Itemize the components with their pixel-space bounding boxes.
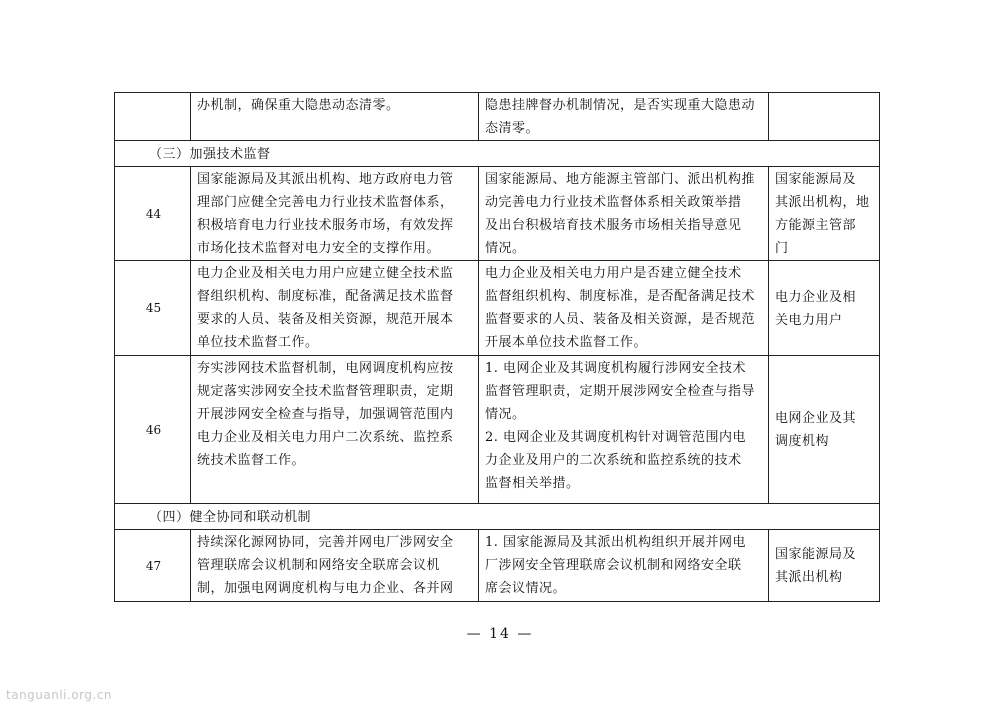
inspection-line: 开展本单位技术监督工作。 — [485, 335, 648, 350]
requirement-line: 持续深化源网协同，完善并网电厂涉网安全 — [197, 535, 454, 550]
section-row — [115, 504, 880, 530]
inspection-line: 隐患挂牌督办机制情况，是否实现重大隐患动 — [485, 98, 756, 113]
requirement-line: 督组织机构、制度标准，配备满足技术监督 — [197, 289, 454, 304]
requirement-line: 开展涉网安全检查与指导，加强调管范围内 — [197, 407, 454, 422]
requirement-line: 统技术监督工作。 — [197, 453, 306, 468]
requirement-line: 制，加强电网调度机构与电力企业、各并网 — [197, 581, 454, 596]
inspection-line: 厂涉网安全管理联席会议机制和网络安全联 — [485, 558, 742, 573]
inspection-cell — [479, 167, 769, 261]
inspection-cell — [479, 93, 769, 141]
requirement-line: 办机制，确保重大隐患动态清零。 — [197, 98, 400, 113]
requirement-line: 电力企业及相关电力用户二次系统、监控系 — [197, 430, 454, 445]
row-number: 45 — [115, 261, 191, 356]
inspection-cell — [479, 356, 769, 504]
inspection-line: 国家能源局、地方能源主管部门、派出机构推 — [485, 172, 756, 187]
requirement-line: 要求的人员、装备及相关资源，规范开展本 — [197, 312, 454, 327]
requirements-table-body — [115, 93, 880, 602]
requirement-line: 市场化技术监督对电力安全的支撑作用。 — [197, 241, 441, 256]
requirement-cell — [191, 167, 479, 261]
requirement-line: 积极培育电力行业技术服务市场，有效发挥 — [197, 218, 454, 233]
inspection-line: 监督管理职责，定期开展涉网安全检查与指导 — [485, 384, 756, 399]
inspection-line: 情况。 — [485, 241, 526, 256]
inspection-line: 态清零。 — [485, 121, 540, 136]
table-row — [115, 167, 880, 261]
responsible-org-cell — [769, 530, 880, 602]
requirement-cell — [191, 93, 479, 141]
inspection-line: 监督相关举措。 — [485, 476, 580, 491]
responsible-org-line: 国家能源局及 — [775, 547, 857, 562]
responsible-org-line: 其派出机构，地 — [775, 195, 870, 210]
requirement-line: 国家能源局及其派出机构、地方政府电力管 — [197, 172, 454, 187]
requirement-cell — [191, 261, 479, 356]
responsible-org-cell — [769, 93, 880, 141]
requirement-line: 规定落实涉网安全技术监督管理职责，定期 — [197, 384, 454, 399]
table-row — [115, 530, 880, 602]
requirement-cell — [191, 530, 479, 602]
responsible-org-line: 电网企业及其 — [775, 411, 857, 426]
requirement-line: 夯实涉网技术监督机制，电网调度机构应按 — [197, 361, 454, 376]
inspection-cell — [479, 261, 769, 356]
row-number — [115, 93, 191, 141]
row-number: 47 — [115, 530, 191, 602]
inspection-line: 电力企业及相关电力用户是否建立健全技术 — [485, 266, 742, 281]
watermark-text: tanguanli.org.cn — [6, 688, 113, 702]
inspection-line: 力企业及用户的二次系统和监控系统的技术 — [485, 453, 742, 468]
page-number: — 14 — — [466, 626, 534, 642]
section-row — [115, 141, 880, 167]
row-number: 46 — [115, 356, 191, 504]
inspection-line: 监督组织机构、制度标准，是否配备满足技术 — [485, 289, 756, 304]
responsible-org-cell — [769, 356, 880, 504]
responsible-org-line: 方能源主管部 — [775, 218, 857, 233]
requirement-line: 单位技术监督工作。 — [197, 335, 319, 350]
responsible-org-line: 电力企业及相 — [775, 289, 857, 305]
table-row — [115, 93, 880, 141]
responsible-org-cell — [769, 167, 880, 261]
requirement-line: 理部门应健全完善电力行业技术监督体系， — [197, 195, 454, 210]
responsible-org-line: 调度机构 — [775, 434, 830, 449]
section-heading: （三）加强技术监督 — [115, 141, 880, 167]
requirement-line: 电力企业及相关电力用户应建立健全技术监 — [197, 266, 454, 281]
inspection-line: 动完善电力行业技术监督体系相关政策举措 — [485, 195, 742, 210]
responsible-org-line: 关电力用户 — [775, 312, 843, 328]
responsible-org-cell — [769, 261, 880, 356]
inspection-line: 席会议情况。 — [485, 581, 567, 596]
responsible-org-line: 国家能源局及 — [775, 172, 857, 187]
table-row — [115, 356, 880, 504]
table-row — [115, 261, 880, 356]
requirement-line: 管理联席会议机制和网络安全联席会议机 — [197, 558, 441, 573]
inspection-line: 1. 电网企业及其调度机构履行涉网安全技术 — [485, 361, 747, 376]
section-heading: （四）健全协同和联动机制 — [115, 504, 880, 530]
inspection-line: 1. 国家能源局及其派出机构组织开展并网电 — [485, 535, 747, 550]
inspection-cell — [479, 530, 769, 602]
responsible-org-line: 其派出机构 — [775, 570, 843, 585]
inspection-line: 2. 电网企业及其调度机构针对调管范围内电 — [485, 430, 747, 445]
inspection-line: 情况。 — [485, 407, 526, 422]
inspection-line: 监督要求的人员、装备及相关资源，是否规范 — [485, 312, 756, 327]
inspection-line: 及出台积极培育技术服务市场相关指导意见 — [485, 218, 742, 233]
requirements-table — [114, 92, 880, 602]
row-number: 44 — [115, 167, 191, 261]
requirement-cell — [191, 356, 479, 504]
responsible-org-line: 门 — [775, 241, 789, 256]
